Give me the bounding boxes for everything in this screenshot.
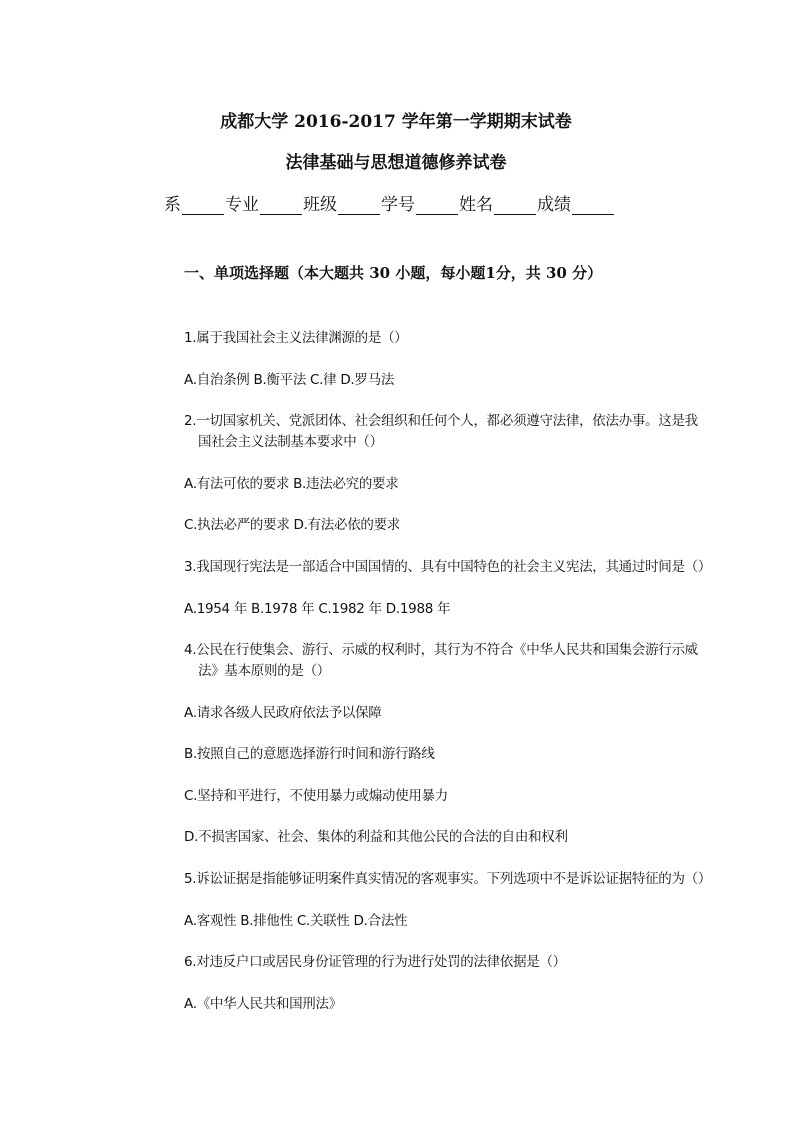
option-line: A.请求各级人民政府依法予以保障 [184, 705, 382, 721]
option-line: B.按照自己的意愿选择游行时间和游行路线 [184, 746, 435, 762]
field-label: 系 [164, 195, 181, 215]
question-line: 国社会主义法制基本要求中（） [198, 434, 383, 450]
field-blank [416, 198, 458, 215]
option-line: A.有法可依的要求 B.违法必究的要求 [184, 476, 399, 492]
field-label: 班级 [303, 195, 337, 215]
option-line: A.客观性 B.排他性 C.关联性 D.合法性 [184, 913, 408, 929]
option-line: D.不损害国家、社会、集体的利益和其他公民的合法的自由和权利 [184, 829, 568, 845]
option-line: A.自治条例 B.衡平法 C.律 D.罗马法 [184, 372, 395, 388]
question-line: 1.属于我国社会主义法律渊源的是（） [184, 330, 408, 346]
exam-subtitle: 法律基础与思想道德修养试卷 [285, 153, 507, 173]
exam-title: 成都大学 2016-2017 学年第一学期期末试卷 [220, 112, 572, 132]
question-line: 3.我国现行宪法是一部适合中国国情的、具有中国特色的社会主义宪法，其通过时间是（） [184, 559, 712, 575]
option-line: A.《中华人民共和国刑法》 [184, 996, 342, 1012]
field-label: 专业 [225, 195, 259, 215]
question-line: 5.诉讼证据是指能够证明案件真实情况的客观事实。下列选项中不是诉讼证据特征的为（） [184, 871, 712, 887]
question-line: 2.一切国家机关、党派团体、社会组织和任何个人，都必须遵守法律，依法办事。这是我 [184, 413, 698, 429]
question-line: 法》基本原则的是（） [198, 663, 330, 679]
question-line: 6.对违反户口或居民身份证管理的行为进行处罚的法律依据是（） [184, 954, 566, 970]
option-line: C.执法必严的要求 D.有法必依的要求 [184, 517, 400, 533]
field-blank [572, 198, 614, 215]
question-line: 4.公民在行使集会、游行、示威的权利时，其行为不符合《中华人民共和国集会游行示威 [184, 642, 698, 658]
field-label: 学号 [381, 195, 415, 215]
option-line: A.1954 年 B.1978 年 C.1982 年 D.1988 年 [184, 601, 451, 617]
field-label: 姓名 [459, 195, 493, 215]
option-line: C.坚持和平进行，不使用暴力或煽动使用暴力 [184, 788, 448, 804]
field-blank [494, 198, 536, 215]
student-info-fields [164, 190, 615, 215]
section-heading: 一、单项选择题（本大题共 30 小题，每小题1分，共 30 分） [184, 264, 603, 282]
field-blank [260, 198, 302, 215]
field-blank [182, 198, 224, 215]
field-label: 成绩 [537, 195, 571, 215]
field-blank [338, 198, 380, 215]
